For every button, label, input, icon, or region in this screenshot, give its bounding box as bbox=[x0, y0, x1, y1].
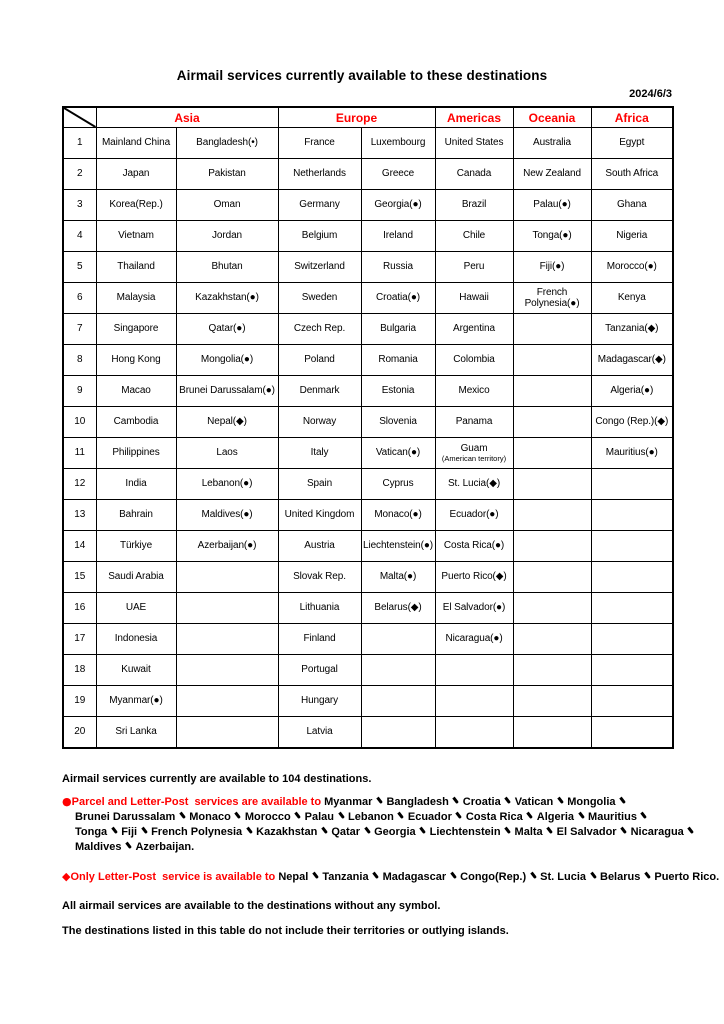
destination-cell: Japan bbox=[96, 159, 176, 190]
country-name: Malta bbox=[514, 826, 543, 838]
country-name: St. Lucia bbox=[540, 871, 586, 883]
row-number: 9 bbox=[63, 376, 96, 407]
destination-cell: Mongolia(●) bbox=[176, 345, 278, 376]
destination-cell bbox=[513, 345, 591, 376]
destination-cell bbox=[591, 593, 673, 624]
destination-cell bbox=[435, 686, 513, 717]
destination-cell bbox=[513, 376, 591, 407]
destination-cell: Sri Lanka bbox=[96, 717, 176, 749]
ideographic-comma-separator bbox=[125, 841, 131, 850]
destination-cell bbox=[513, 562, 591, 593]
destination-cell: Croatia(●) bbox=[361, 283, 435, 314]
destination-cell: Türkiye bbox=[96, 531, 176, 562]
ideographic-comma-separator bbox=[621, 826, 627, 835]
country-name: Bangladesh bbox=[386, 796, 449, 808]
destination-cell: Argentina bbox=[435, 314, 513, 345]
destination-cell bbox=[176, 593, 278, 624]
destination-cell bbox=[513, 655, 591, 686]
destination-cell: Brazil bbox=[435, 190, 513, 221]
letter-only-note-label: Only Letter-Post service is available to bbox=[70, 871, 276, 883]
corner-cell bbox=[63, 107, 96, 128]
date-label: 2024/6/3 bbox=[629, 88, 672, 100]
row-number: 13 bbox=[63, 500, 96, 531]
destination-cell bbox=[591, 717, 673, 749]
table-row bbox=[63, 407, 673, 438]
destination-cell: Nepal(◆) bbox=[176, 407, 278, 438]
destination-cell: Saudi Arabia bbox=[96, 562, 176, 593]
table-row bbox=[63, 500, 673, 531]
parcel-note-label: Parcel and Letter-Post services are available to bbox=[71, 796, 322, 808]
destination-cell: Switzerland bbox=[278, 252, 361, 283]
destination-cell: Malaysia bbox=[96, 283, 176, 314]
destination-cell: Czech Rep. bbox=[278, 314, 361, 345]
destination-cell: Russia bbox=[361, 252, 435, 283]
destination-cell: Poland bbox=[278, 345, 361, 376]
destination-cell: Belgium bbox=[278, 221, 361, 252]
country-name: Morocco bbox=[244, 811, 291, 823]
ideographic-comma-separator bbox=[527, 811, 533, 820]
row-number: 19 bbox=[63, 686, 96, 717]
row-number: 17 bbox=[63, 624, 96, 655]
destination-cell bbox=[513, 686, 591, 717]
destination-cell: Puerto Rico(◆) bbox=[435, 562, 513, 593]
destination-cell: Myanmar(●) bbox=[96, 686, 176, 717]
destination-cell: El Salvador(●) bbox=[435, 593, 513, 624]
destination-cell: Slovenia bbox=[361, 407, 435, 438]
country-name: Ecuador bbox=[407, 811, 452, 823]
ideographic-comma-separator bbox=[364, 826, 370, 835]
destination-cell bbox=[361, 655, 435, 686]
destination-cell bbox=[591, 624, 673, 655]
destination-cell: Ghana bbox=[591, 190, 673, 221]
row-number: 18 bbox=[63, 655, 96, 686]
country-name: Palau bbox=[304, 811, 335, 823]
country-name: Monaco bbox=[189, 811, 231, 823]
country-name: Belarus bbox=[600, 871, 641, 883]
destination-cell: Hawaii bbox=[435, 283, 513, 314]
region-header-americas: Americas bbox=[435, 107, 513, 128]
ideographic-comma-separator bbox=[547, 826, 553, 835]
table-row bbox=[63, 376, 673, 407]
destination-cell bbox=[176, 655, 278, 686]
destination-cell bbox=[176, 686, 278, 717]
ideographic-comma-separator bbox=[321, 826, 327, 835]
ideographic-comma-separator bbox=[235, 811, 241, 820]
ideographic-comma-separator bbox=[373, 871, 379, 880]
destination-cell: Congo (Rep.)(◆) bbox=[591, 407, 673, 438]
country-name: Kazakhstan bbox=[256, 826, 318, 838]
destination-cell bbox=[361, 717, 435, 749]
destination-cell: Kenya bbox=[591, 283, 673, 314]
destination-cell: Luxembourg bbox=[361, 128, 435, 159]
country-name: Georgia bbox=[374, 826, 416, 838]
destination-cell: Latvia bbox=[278, 717, 361, 749]
row-number: 3 bbox=[63, 190, 96, 221]
row-number: 1 bbox=[63, 128, 96, 159]
destination-cell: Peru bbox=[435, 252, 513, 283]
black-diamond-symbol: ◆ bbox=[62, 870, 71, 883]
table-row bbox=[63, 159, 673, 190]
table-row bbox=[63, 128, 673, 159]
destinations-table bbox=[62, 106, 674, 749]
destination-cell: United Kingdom bbox=[278, 500, 361, 531]
destination-cell: South Africa bbox=[591, 159, 673, 190]
destination-cell: Bhutan bbox=[176, 252, 278, 283]
ideographic-comma-separator bbox=[590, 871, 596, 880]
destination-cell: Italy bbox=[278, 438, 361, 469]
ideographic-comma-separator bbox=[644, 871, 650, 880]
destination-cell bbox=[591, 562, 673, 593]
ideographic-comma-separator bbox=[453, 796, 459, 805]
region-header-asia: Asia bbox=[96, 107, 278, 128]
ideographic-comma-separator bbox=[450, 871, 456, 880]
destination-cell bbox=[591, 686, 673, 717]
destination-cell bbox=[513, 593, 591, 624]
table-row bbox=[63, 624, 673, 655]
destination-cell bbox=[591, 531, 673, 562]
region-header-africa: Africa bbox=[591, 107, 673, 128]
ideographic-comma-separator bbox=[141, 826, 147, 835]
ideographic-comma-separator bbox=[456, 811, 462, 820]
parcel-country-list: Myanmar Bangladesh Croatia Vatican Mongolia Brunei Darussalam Monaco Morocco Palau Lebanon Ecuador Costa Rica Algeria Mauritius Tonga Fiji French Polynesia Kazakhstan Qatar Georgia Liechtenstein Malta El Salvador Nicaragua Maldives Azerbaijan. bbox=[75, 796, 698, 853]
note-parcel-and-letter-post bbox=[62, 794, 720, 855]
country-name: Congo(Rep.) bbox=[460, 871, 527, 883]
ideographic-comma-separator bbox=[338, 811, 344, 820]
destination-cell: Philippines bbox=[96, 438, 176, 469]
destination-cell: Laos bbox=[176, 438, 278, 469]
table-row bbox=[63, 655, 673, 686]
destination-cell bbox=[513, 531, 591, 562]
table-row bbox=[63, 438, 673, 469]
destination-cell: Norway bbox=[278, 407, 361, 438]
country-name: Nicaragua bbox=[630, 826, 684, 838]
destination-cell: Canada bbox=[435, 159, 513, 190]
destination-cell: Palau(●) bbox=[513, 190, 591, 221]
ideographic-comma-separator bbox=[578, 811, 584, 820]
destination-cell: Bulgaria bbox=[361, 314, 435, 345]
row-number: 20 bbox=[63, 717, 96, 749]
destination-cell bbox=[176, 624, 278, 655]
destination-cell: Macao bbox=[96, 376, 176, 407]
destination-cell: Lebanon(●) bbox=[176, 469, 278, 500]
destination-cell: Hong Kong bbox=[96, 345, 176, 376]
row-number: 5 bbox=[63, 252, 96, 283]
destination-cell: Georgia(●) bbox=[361, 190, 435, 221]
table-row bbox=[63, 686, 673, 717]
country-name: Nepal bbox=[278, 871, 309, 883]
destination-cell bbox=[435, 655, 513, 686]
table-row bbox=[63, 314, 673, 345]
row-number: 10 bbox=[63, 407, 96, 438]
row-number: 7 bbox=[63, 314, 96, 345]
destination-cell: Algeria(●) bbox=[591, 376, 673, 407]
ideographic-comma-separator bbox=[246, 826, 252, 835]
table-row bbox=[63, 190, 673, 221]
destination-cell: Chile bbox=[435, 221, 513, 252]
destination-cell bbox=[513, 500, 591, 531]
country-name: Mongolia bbox=[567, 796, 616, 808]
destination-cell: Tanzania(◆) bbox=[591, 314, 673, 345]
destination-cell: Colombia bbox=[435, 345, 513, 376]
destination-cell: Vatican(●) bbox=[361, 438, 435, 469]
country-name: Lebanon bbox=[348, 811, 394, 823]
destination-cell: Spain bbox=[278, 469, 361, 500]
destination-cell: Cyprus bbox=[361, 469, 435, 500]
destination-cell bbox=[361, 624, 435, 655]
table-row bbox=[63, 252, 673, 283]
destination-cell: Greece bbox=[361, 159, 435, 190]
table-row bbox=[63, 221, 673, 252]
destination-cell: Indonesia bbox=[96, 624, 176, 655]
country-name: Qatar bbox=[331, 826, 361, 838]
destination-cell: Germany bbox=[278, 190, 361, 221]
destination-cell bbox=[513, 314, 591, 345]
destination-cell: Panama bbox=[435, 407, 513, 438]
destination-cell: Jordan bbox=[176, 221, 278, 252]
row-number: 2 bbox=[63, 159, 96, 190]
destination-cell: Monaco(●) bbox=[361, 500, 435, 531]
ideographic-comma-separator bbox=[505, 796, 511, 805]
country-name: Maldives bbox=[75, 841, 122, 853]
country-name: Azerbaijan bbox=[135, 841, 192, 853]
destination-cell: Liechtenstein(●) bbox=[361, 531, 435, 562]
ideographic-comma-separator bbox=[312, 871, 318, 880]
country-name: El Salvador bbox=[556, 826, 617, 838]
ideographic-comma-separator bbox=[557, 796, 563, 805]
destination-cell: Romania bbox=[361, 345, 435, 376]
region-header-oceania: Oceania bbox=[513, 107, 591, 128]
ideographic-comma-separator bbox=[376, 796, 382, 805]
table-row bbox=[63, 345, 673, 376]
destination-cell bbox=[591, 500, 673, 531]
region-header-row bbox=[63, 107, 673, 128]
destinations-tbody bbox=[63, 128, 673, 749]
destination-cell: Fiji(●) bbox=[513, 252, 591, 283]
destination-cell bbox=[513, 407, 591, 438]
destination-cell: Mexico bbox=[435, 376, 513, 407]
black-circle-symbol: ● bbox=[62, 795, 72, 808]
row-number: 4 bbox=[63, 221, 96, 252]
destination-cell: Hungary bbox=[278, 686, 361, 717]
destination-cell: Lithuania bbox=[278, 593, 361, 624]
destination-cell: Costa Rica(●) bbox=[435, 531, 513, 562]
destination-cell: Portugal bbox=[278, 655, 361, 686]
destination-cell: France bbox=[278, 128, 361, 159]
destination-cell bbox=[435, 717, 513, 749]
destination-cell: Thailand bbox=[96, 252, 176, 283]
destination-cell bbox=[513, 624, 591, 655]
destination-cell: Nigeria bbox=[591, 221, 673, 252]
destination-cell: Austria bbox=[278, 531, 361, 562]
country-name: Vatican bbox=[514, 796, 554, 808]
letter-only-country-list: Nepal Tanzania Madagascar Congo(Rep.) St. Lucia Belarus Puerto Rico. bbox=[278, 871, 720, 883]
ideographic-comma-separator bbox=[530, 871, 536, 880]
ideographic-comma-separator bbox=[620, 796, 626, 805]
row-number: 16 bbox=[63, 593, 96, 624]
country-name: Brunei Darussalam bbox=[75, 811, 176, 823]
region-header-europe: Europe bbox=[278, 107, 435, 128]
country-name: Mauritius bbox=[588, 811, 637, 823]
destination-cell: St. Lucia(◆) bbox=[435, 469, 513, 500]
ideographic-comma-separator bbox=[688, 826, 694, 835]
note-total-destinations: Airmail services currently are available to 104 destinations. bbox=[62, 773, 372, 785]
destination-cell: French Polynesia(●) bbox=[513, 283, 591, 314]
destination-cell: Mainland China bbox=[96, 128, 176, 159]
destination-cell: New Zealand bbox=[513, 159, 591, 190]
destination-cell: Maldives(●) bbox=[176, 500, 278, 531]
table-row bbox=[63, 717, 673, 749]
destination-cell: Mauritius(●) bbox=[591, 438, 673, 469]
destination-cell: Guam (American territory) bbox=[435, 438, 513, 469]
ideographic-comma-separator bbox=[295, 811, 301, 820]
ideographic-comma-separator bbox=[398, 811, 404, 820]
country-name: Madagascar bbox=[382, 871, 447, 883]
destination-cell bbox=[176, 717, 278, 749]
ideographic-comma-separator bbox=[179, 811, 185, 820]
destination-cell: Singapore bbox=[96, 314, 176, 345]
destination-cell: Egypt bbox=[591, 128, 673, 159]
destination-cell: Slovak Rep. bbox=[278, 562, 361, 593]
destination-cell: Pakistan bbox=[176, 159, 278, 190]
destination-cell: United States bbox=[435, 128, 513, 159]
ideographic-comma-separator bbox=[505, 826, 511, 835]
destination-cell: Oman bbox=[176, 190, 278, 221]
destination-cell: Morocco(●) bbox=[591, 252, 673, 283]
destination-cell: Azerbaijan(●) bbox=[176, 531, 278, 562]
country-name: French Polynesia bbox=[151, 826, 243, 838]
country-name: Tanzania bbox=[322, 871, 369, 883]
destination-cell bbox=[513, 469, 591, 500]
note-no-symbol: All airmail services are available to the destinations without any symbol. bbox=[62, 900, 441, 912]
country-name: Fiji bbox=[121, 826, 138, 838]
destination-cell: Cambodia bbox=[96, 407, 176, 438]
diagonal-line bbox=[64, 108, 96, 127]
destination-cell: Denmark bbox=[278, 376, 361, 407]
destination-cell bbox=[513, 717, 591, 749]
destination-cell: UAE bbox=[96, 593, 176, 624]
row-number: 14 bbox=[63, 531, 96, 562]
destination-cell bbox=[513, 438, 591, 469]
note-territories: The destinations listed in this table do not include their territories or outlying islands. bbox=[62, 925, 509, 937]
note-letter-post-only bbox=[62, 869, 720, 885]
ideographic-comma-separator bbox=[420, 826, 426, 835]
destination-cell: Tonga(●) bbox=[513, 221, 591, 252]
row-number: 8 bbox=[63, 345, 96, 376]
country-name: Puerto Rico bbox=[654, 871, 717, 883]
country-name: Costa Rica bbox=[465, 811, 523, 823]
page-title: Airmail services currently available to these destinations bbox=[176, 68, 548, 83]
row-number: 11 bbox=[63, 438, 96, 469]
destination-cell: Malta(●) bbox=[361, 562, 435, 593]
table-row bbox=[63, 562, 673, 593]
country-name: Myanmar bbox=[324, 796, 373, 808]
destination-cell: Madagascar(◆) bbox=[591, 345, 673, 376]
destination-cell: Kazakhstan(●) bbox=[176, 283, 278, 314]
destination-cell: Ecuador(●) bbox=[435, 500, 513, 531]
destination-cell: Estonia bbox=[361, 376, 435, 407]
destination-cell bbox=[591, 655, 673, 686]
destination-cell: Ireland bbox=[361, 221, 435, 252]
country-name: Tonga bbox=[75, 826, 108, 838]
table-row bbox=[63, 469, 673, 500]
destination-cell bbox=[361, 686, 435, 717]
destination-cell: Belarus(◆) bbox=[361, 593, 435, 624]
table-row bbox=[63, 283, 673, 314]
destination-cell: Bahrain bbox=[96, 500, 176, 531]
destination-cell: Qatar(●) bbox=[176, 314, 278, 345]
table-row bbox=[63, 593, 673, 624]
destination-cell: Bangladesh(•) bbox=[176, 128, 278, 159]
destination-cell: India bbox=[96, 469, 176, 500]
table-row bbox=[63, 531, 673, 562]
destination-subtext: (American territory) bbox=[441, 453, 507, 463]
destination-cell: Australia bbox=[513, 128, 591, 159]
row-number: 6 bbox=[63, 283, 96, 314]
destination-cell bbox=[176, 562, 278, 593]
destination-cell: Kuwait bbox=[96, 655, 176, 686]
row-number: 15 bbox=[63, 562, 96, 593]
destination-cell bbox=[591, 469, 673, 500]
country-name: Algeria bbox=[536, 811, 575, 823]
destination-cell: Finland bbox=[278, 624, 361, 655]
destination-cell: Sweden bbox=[278, 283, 361, 314]
destination-cell: Brunei Darussalam(●) bbox=[176, 376, 278, 407]
row-number: 12 bbox=[63, 469, 96, 500]
country-name: Croatia bbox=[462, 796, 501, 808]
ideographic-comma-separator bbox=[111, 826, 117, 835]
ideographic-comma-separator bbox=[641, 811, 647, 820]
destination-cell: Nicaragua(●) bbox=[435, 624, 513, 655]
country-name: Liechtenstein bbox=[429, 826, 501, 838]
destination-cell: Netherlands bbox=[278, 159, 361, 190]
destination-cell: Vietnam bbox=[96, 221, 176, 252]
destination-cell: Korea(Rep.) bbox=[96, 190, 176, 221]
